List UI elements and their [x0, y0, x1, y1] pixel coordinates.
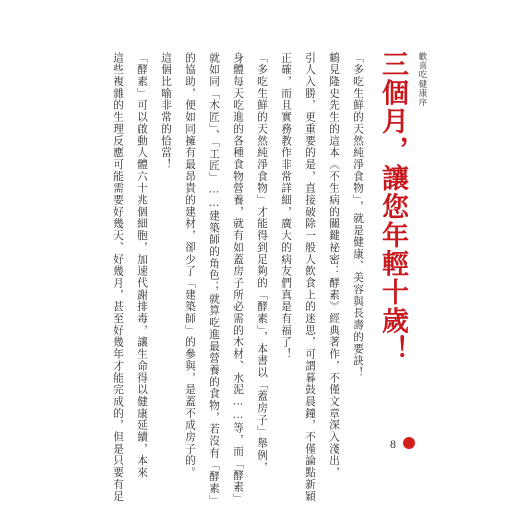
body-column: 就如同「木匠」、「工匠」……建築師的角色；就算吃進最營養的食物，若沒有「酵素」 — [208, 52, 220, 506]
body-column: 身體每天吃進的各種食物營養，就有如蓋房子所必需的木材、水泥……等，而「酵素」 — [232, 52, 244, 506]
chapter-title: 三個月，讓您年輕十歲！ — [377, 50, 408, 364]
body-column: 「酵素」可以啟動人體六十兆個細胞，加速代謝排毒，讓生命得以健康延續，本來 — [136, 52, 148, 479]
body-column: 引人入勝，更重要的是，直接破除一般人飲食上的迷思，可謂暮鼓晨鐘，不僅論點新穎 — [304, 52, 316, 503]
body-column: 「多吃生鮮的天然純淨食物」，就是健康、美容與長壽的要訣！ — [352, 52, 364, 379]
book-section-label: 歡喜吃健康序 — [417, 52, 427, 107]
body-column: 「多吃生鮮的天然純淨食物」才能得到足夠的「酵素」，本書以「蓋房子」舉例， — [256, 52, 268, 474]
body-column: 鶴見隆史先生的這本《不生病的關鍵祕密：酵素》經典著作，不僅文章深入淺出， — [328, 52, 340, 479]
page-marker-dot — [403, 437, 415, 449]
page-number: 8 — [390, 437, 396, 451]
body-column: 的協助，便如同擁有最昂貴的建材，卻少了「建築師」的參與，是蓋不成房子的。 — [184, 52, 196, 479]
body-column: 這些複雜的生理反應可能需要好幾天、好幾月，甚至好幾年才能完成的，但是只要有足 — [112, 52, 124, 503]
body-column: 這個比喻非常的恰當！ — [160, 52, 172, 171]
body-column: 正確，而且實務教作非常詳細，廣大的病友們真是有福了！ — [280, 52, 292, 361]
